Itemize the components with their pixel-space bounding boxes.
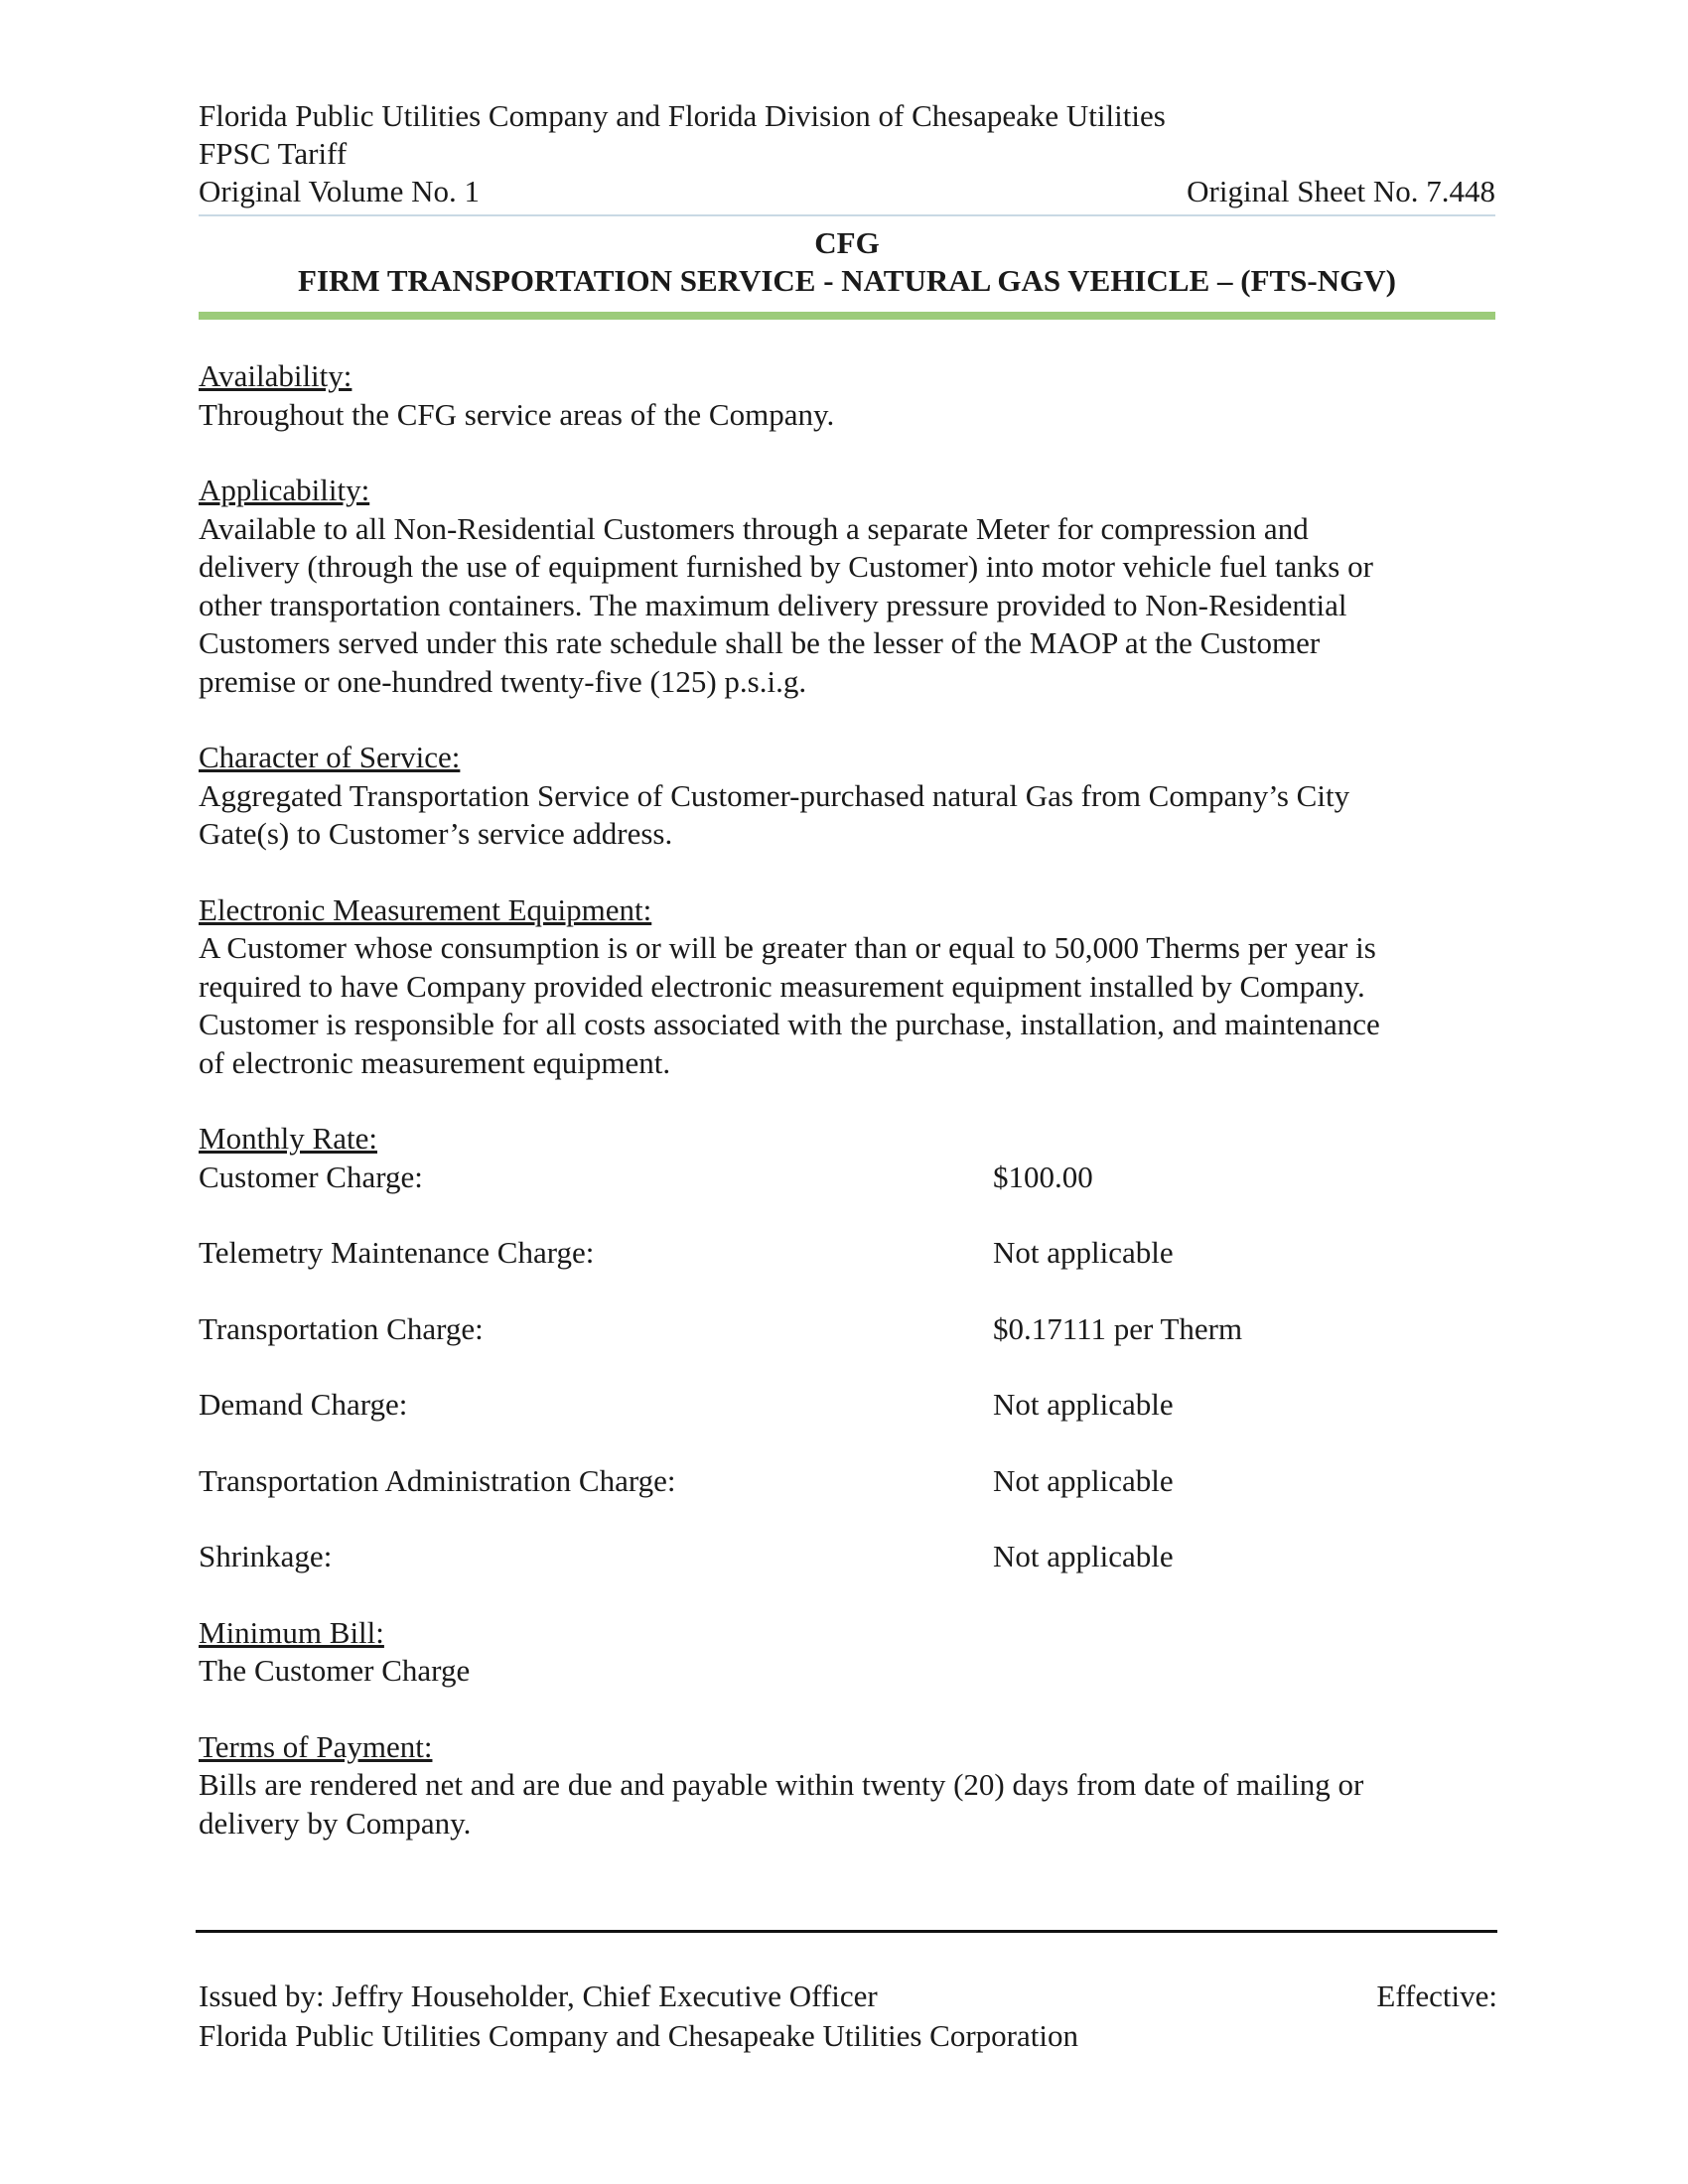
text-line: Customers served under this rate schedule shall be the lesser of the MAOP at the Customer	[199, 625, 1321, 660]
tariff-page	[199, 97, 1495, 1843]
rate-row	[199, 1234, 1495, 1273]
text-line: required to have Company provided electronic measurement equipment installed by Company.	[199, 968, 1365, 1004]
rate-spacer	[199, 1425, 1495, 1462]
section-label: Electronic Measurement Equipment:	[199, 891, 652, 927]
document-header	[199, 97, 1495, 210]
rate-label: Customer Charge:	[199, 1159, 423, 1194]
text-line: delivery (through the use of equipment furnished by Customer) into motor vehicle fuel tanks or	[199, 549, 1373, 584]
text-line: other transportation containers. The maximum delivery pressure provided to Non-Residential	[199, 587, 1347, 622]
section-label: Availability:	[199, 358, 352, 393]
section-text: The Customer Charge	[199, 1653, 471, 1688]
rate-value: $0.17111 per Therm	[993, 1310, 1243, 1346]
section-label: Applicability:	[199, 473, 370, 507]
title-line-1: CFG	[814, 225, 880, 260]
footer-effective: Effective:	[1376, 1979, 1497, 2013]
section-minimum-bill	[199, 1614, 1495, 1691]
header-sheet-number: Original Sheet No. 7.448	[1187, 174, 1495, 208]
section-electronic-measurement	[199, 891, 1495, 1083]
rate-spacer	[199, 1196, 1495, 1234]
text-line: of electronic measurement equipment.	[199, 1044, 671, 1080]
footer-text	[196, 1977, 1497, 2056]
rate-label: Transportation Administration Charge:	[199, 1462, 676, 1498]
rate-label: Shrinkage:	[199, 1539, 333, 1573]
text-line: Available to all Non-Residential Customers through a separate Meter for compression and	[199, 510, 1309, 546]
rate-row	[199, 1386, 1495, 1425]
section-availability	[199, 357, 1495, 434]
rate-value: $100.00	[993, 1159, 1093, 1194]
section-monthly-rate	[199, 1120, 1495, 1576]
text-line: delivery by Company.	[199, 1805, 472, 1841]
text-line: Gate(s) to Customer’s service address.	[199, 816, 673, 851]
title-line-2: FIRM TRANSPORTATION SERVICE - NATURAL GAS VEHICLE – (FTS-NGV)	[298, 263, 1396, 298]
footer-issued-row	[199, 1977, 1497, 2016]
rate-spacer	[199, 1273, 1495, 1310]
header-tariff-line: FPSC Tariff	[199, 136, 348, 171]
section-label: Minimum Bill:	[199, 1614, 384, 1650]
footer-company: Florida Public Utilities Company and Chesapeake Utilities Corporation	[199, 2018, 1078, 2053]
section-applicability	[199, 472, 1495, 701]
rate-label: Transportation Charge:	[199, 1310, 484, 1346]
footer-divider	[196, 1930, 1497, 1933]
rate-value: Not applicable	[993, 1235, 1174, 1270]
header-volume: Original Volume No. 1	[199, 174, 481, 208]
header-divider	[199, 214, 1495, 216]
rate-row	[199, 1310, 1495, 1349]
text-line: Customer is responsible for all costs associated with the purchase, installation, and maintenance	[199, 1007, 1380, 1041]
section-text: Throughout the CFG service areas of the Company.	[199, 396, 835, 432]
section-label: Terms of Payment:	[199, 1728, 433, 1764]
rate-label: Demand Charge:	[199, 1387, 408, 1422]
text-line: Bills are rendered net and are due and payable within twenty (20) days from date of mailing or	[199, 1767, 1364, 1802]
rate-row	[199, 1538, 1495, 1576]
section-label: Character of Service:	[199, 740, 461, 774]
rate-row	[199, 1159, 1495, 1197]
header-company-line: Florida Public Utilities Company and Florida Division of Chesapeake Utilities	[199, 98, 1166, 133]
text-line: A Customer whose consumption is or will be greater than or equal to 50,000 Therms per year is	[199, 930, 1376, 965]
text-line: Aggregated Transportation Service of Customer-purchased natural Gas from Company’s City	[199, 777, 1350, 813]
text-line: premise or one-hundred twenty-five (125) p.s.i.g.	[199, 663, 807, 699]
section-label: Monthly Rate:	[199, 1121, 377, 1156]
document-body	[199, 357, 1495, 1843]
footer-issued-by: Issued by: Jeffry Householder, Chief Executive Officer	[199, 1979, 878, 2013]
title-divider	[199, 312, 1495, 320]
section-terms-of-payment	[199, 1728, 1495, 1843]
rate-row	[199, 1462, 1495, 1501]
rate-value: Not applicable	[993, 1539, 1174, 1573]
rate-spacer	[199, 1348, 1495, 1386]
document-footer	[196, 1930, 1497, 2056]
rate-value: Not applicable	[993, 1462, 1174, 1498]
rate-label: Telemetry Maintenance Charge:	[199, 1235, 595, 1270]
rate-spacer	[199, 1500, 1495, 1538]
header-volume-row	[199, 173, 1495, 210]
section-character-of-service	[199, 739, 1495, 854]
rate-value: Not applicable	[993, 1387, 1174, 1422]
